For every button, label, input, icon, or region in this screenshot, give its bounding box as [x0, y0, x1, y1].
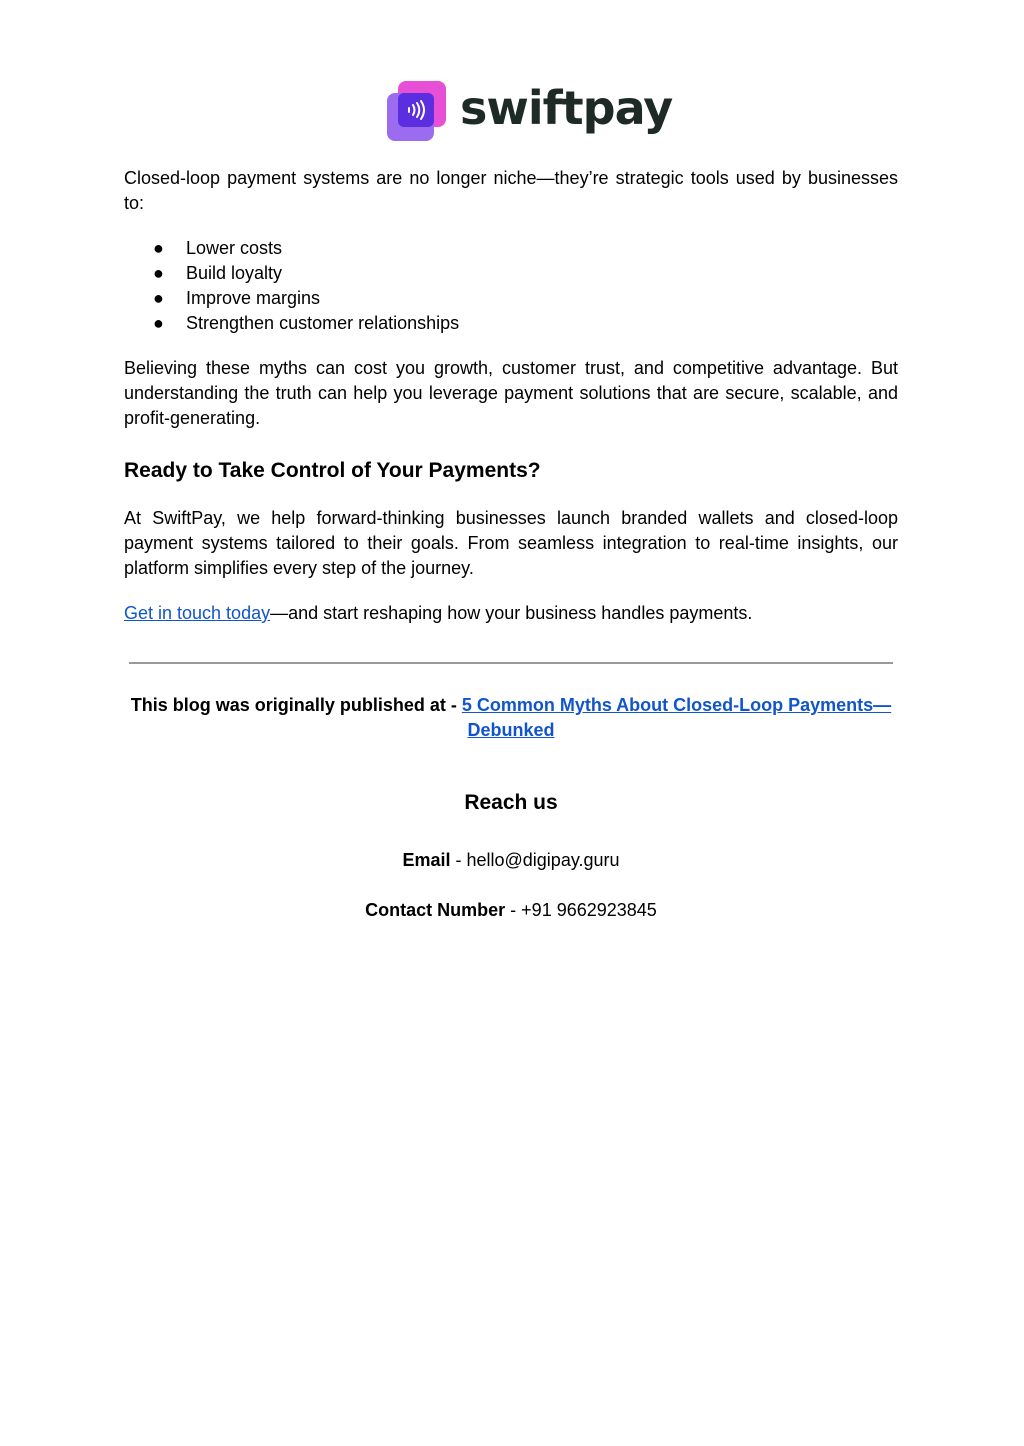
list-item: [124, 261, 898, 286]
cta-paragraph: At SwiftPay, we help forward-thinking businesses launch branded wallets and closed-loop payment systems tailored to their goals. From seamless integration to real-time insights, our platform simplifies every step of the journey.: [124, 508, 898, 578]
horizontal-divider: [129, 662, 893, 664]
list-item: [124, 311, 898, 336]
intro-paragraph: Closed-loop payment systems are no longer niche—they’re strategic tools used by businesses to:: [124, 168, 898, 213]
reach-us-heading: Reach us: [464, 791, 558, 814]
list-item: [124, 236, 898, 261]
email-line: [124, 848, 898, 873]
benefits-list: [124, 236, 898, 336]
bullet-icon: ●: [153, 313, 164, 333]
published-prefix: This blog was originally published at -: [130, 695, 462, 715]
phone-line: [124, 898, 898, 923]
email-label: Email: [402, 850, 451, 870]
swiftpay-logo: [386, 80, 673, 144]
phone-label: Contact Number: [365, 900, 506, 920]
cta-heading: Ready to Take Control of Your Payments?: [124, 459, 541, 482]
list-item-text: Strengthen customer relationships: [186, 313, 460, 333]
list-item-text: Build loyalty: [186, 263, 283, 283]
myths-paragraph: Believing these myths can cost you growth, customer trust, and competitive advantage. But understanding the truth can help you leverage payment solutions that are secure, scalable, and profit-generating.: [124, 358, 898, 428]
list-item-text: Lower costs: [186, 238, 283, 258]
email-value: hello@digipay.guru: [466, 850, 620, 870]
logo-wordmark: swiftpay: [460, 81, 673, 135]
list-item-text: Improve margins: [186, 288, 321, 308]
original-publication-note: [124, 693, 898, 743]
original-article-link[interactable]: 5 Common Myths About Closed-Loop Payments—Debunked: [461, 695, 892, 740]
contact-cta-line: [124, 601, 898, 626]
bullet-icon: ●: [153, 288, 164, 308]
logo-mark: [386, 80, 448, 144]
phone-value: +91 9662923845: [521, 900, 657, 920]
bullet-icon: ●: [153, 238, 164, 258]
bullet-icon: ●: [153, 263, 164, 283]
get-in-touch-link[interactable]: Get in touch today: [124, 603, 271, 623]
contact-cta-suffix: —and start reshaping how your business handles payments.: [270, 603, 753, 623]
contactless-waves-icon: [403, 98, 429, 122]
email-separator: -: [450, 850, 467, 870]
phone-separator: -: [505, 900, 522, 920]
list-item: [124, 286, 898, 311]
